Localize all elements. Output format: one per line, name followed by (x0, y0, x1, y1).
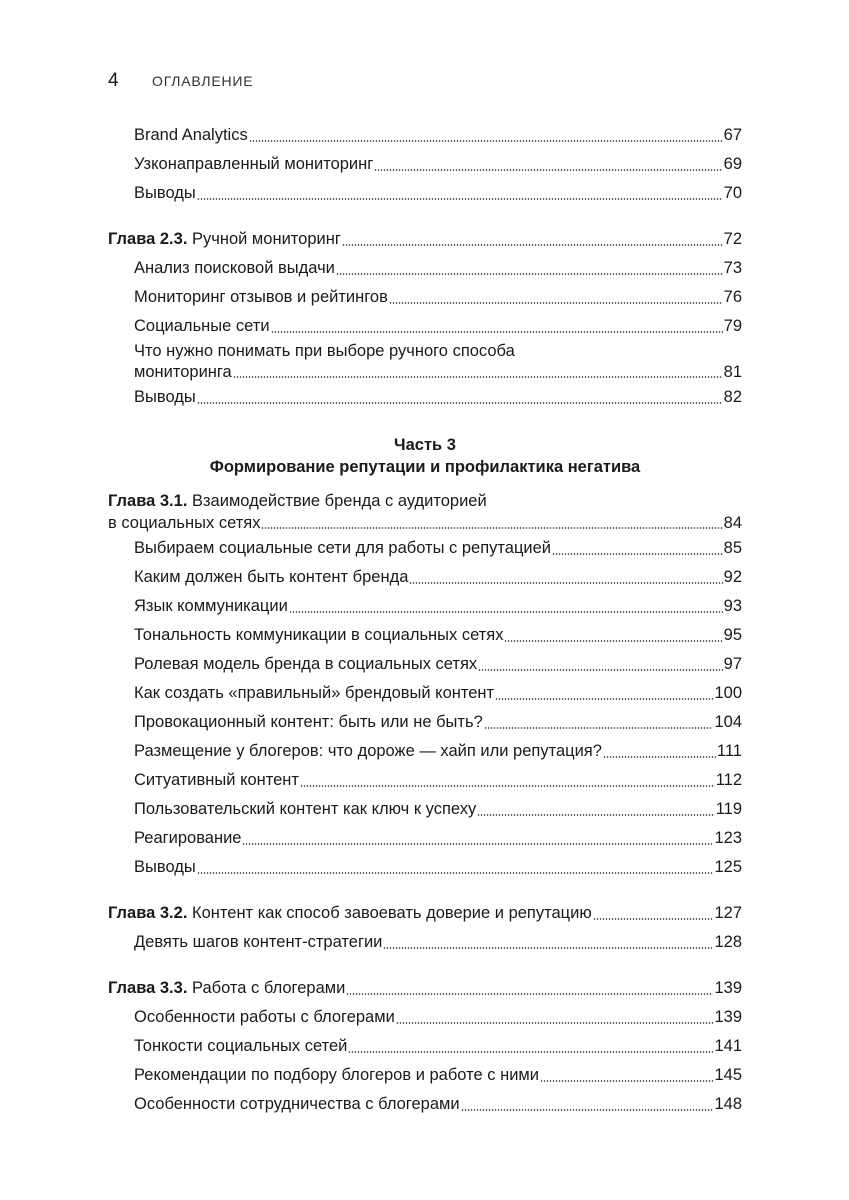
toc-chapter-2-3[interactable]: Глава 2.3. Ручной мониторинг 72 (108, 230, 742, 248)
toc-entry[interactable]: Brand Analytics 67 (134, 126, 742, 144)
toc-entry[interactable]: Девять шагов контент-стратегии 128 (134, 933, 742, 951)
toc-entry[interactable]: Пользовательский контент как ключ к успеху 119 (134, 800, 742, 818)
toc-entry[interactable]: Выводы 125 (134, 858, 742, 876)
toc-entry[interactable]: Выводы 82 (134, 388, 742, 406)
toc-entry[interactable]: Анализ поисковой выдачи 73 (134, 259, 742, 277)
toc-entry[interactable]: Ролевая модель бренда в социальных сетях 97 (134, 655, 742, 673)
toc-entry[interactable]: Особенности работы с блогерами 139 (134, 1008, 742, 1026)
toc-chapter-3-2[interactable]: Глава 3.2. Контент как способ завоевать доверие и репутацию 127 (108, 904, 742, 922)
toc-entry[interactable]: Особенности сотрудничества с блогерами 148 (134, 1095, 742, 1113)
toc-entry[interactable]: Мониторинг отзывов и рейтингов 76 (134, 288, 742, 306)
toc-entry[interactable]: Рекомендации по подбору блогеров и работе с ними 145 (134, 1066, 742, 1084)
toc-entry[interactable]: Ситуативный контент 112 (134, 771, 742, 789)
toc-entry[interactable]: Как создать «правильный» брендовый контент 100 (134, 684, 742, 702)
part-title: Формирование репутации и профилактика негатива (209, 458, 641, 476)
page-number: 4 (108, 70, 119, 91)
toc-entry[interactable]: Тональность коммуникации в социальных сетях 95 (134, 626, 742, 644)
toc-entry[interactable]: Реагирование 123 (134, 829, 742, 847)
toc-chapter-3-3[interactable]: Глава 3.3. Работа с блогерами 139 (108, 979, 742, 997)
part-number: Часть 3 (394, 436, 456, 454)
toc-chapter-3-1[interactable]: Глава 3.1. Взаимодействие бренда с аудиторией в социальных сетях 84 (108, 492, 742, 532)
toc-entry[interactable]: Язык коммуникации 93 (134, 597, 742, 615)
toc-entry[interactable]: Провокационный контент: быть или не быть? 104 (134, 713, 742, 731)
page-header (108, 70, 253, 92)
toc-entry[interactable]: Выбираем социальные сети для работы с репутацией 85 (134, 539, 742, 557)
toc-entry[interactable]: Узконаправленный мониторинг 69 (134, 155, 742, 173)
running-title: ОГЛАВЛЕНИЕ (152, 73, 254, 89)
toc-entry[interactable]: Выводы 70 (134, 184, 742, 202)
toc-entry-multiline[interactable]: Что нужно понимать при выборе ручного способа мониторинга 81 (134, 342, 742, 381)
toc-entry[interactable]: Тонкости социальных сетей 141 (134, 1037, 742, 1055)
toc-entry[interactable]: Каким должен быть контент бренда 92 (134, 568, 742, 586)
toc-entry[interactable]: Социальные сети 79 (134, 317, 742, 335)
table-of-contents (108, 121, 742, 1119)
toc-entry[interactable]: Размещение у блогеров: что дороже — хайп или репутация? 111 (134, 742, 742, 760)
part-heading (108, 434, 742, 478)
